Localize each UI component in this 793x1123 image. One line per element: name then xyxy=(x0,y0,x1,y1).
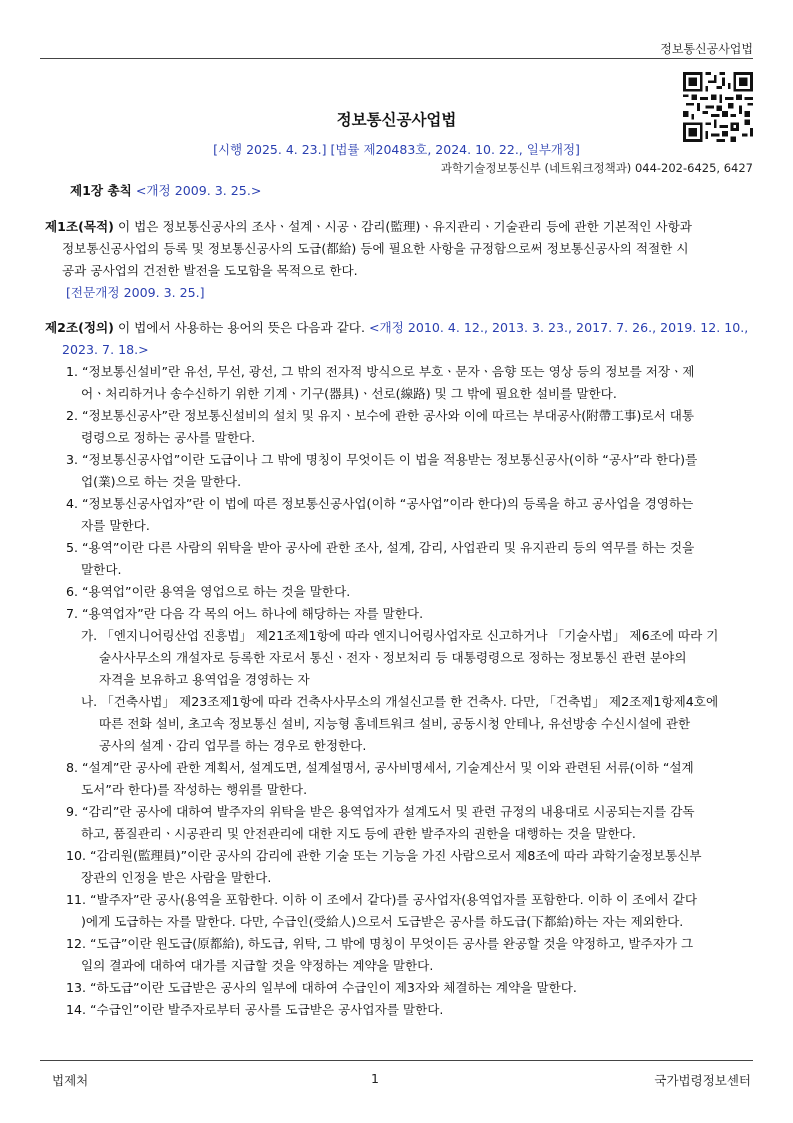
footer-rule xyxy=(40,1060,753,1061)
definition-item-cont: 말한다. xyxy=(81,562,122,577)
definition-item: 9. “감리”란 공사에 대하여 발주자의 위탁을 받은 용역업자가 설계도서 및 관련 규정의 내용대로 시공되는지를 감독 xyxy=(66,804,695,819)
sub-item: 나. 「건축사법」 제23조제1항에 따라 건축사사무소의 개설신고를 한 건축사. 다만, 「건축법」 제2조제1항제4호에 xyxy=(81,694,719,709)
article-1-line1 xyxy=(45,219,692,235)
chapter-heading xyxy=(70,183,261,199)
article-1-line2: 정보통신공사업의 등록 및 정보통신공사의 도급(都給) 등에 필요한 사항을 규정함으로써 정보통신공사의 적절한 시 xyxy=(62,241,689,256)
article-2-line1 xyxy=(45,320,748,336)
definition-item: 3. “정보통신공사업”이란 도급이나 그 밖에 명칭이 무엇이든 이 법을 적용받는 정보통신공사(이하 “공사”라 한다)를 xyxy=(66,452,698,467)
definition-item-cont: 도서”라 한다)를 작성하는 행위를 말한다. xyxy=(81,782,308,797)
definition-item: 10. “감리원(監理員)”이란 공사의 감리에 관한 기술 또는 기능을 가진 사람으로서 제8조에 따라 과학기술정보통신부 xyxy=(66,848,702,863)
article-1-amend-link[interactable]: [전문개정 2009. 3. 25.] xyxy=(66,285,205,300)
article-1-text: 이 법은 정보통신공사의 조사ㆍ설계ㆍ시공ㆍ감리(監理)ㆍ유지관리ㆍ기술관리 등에 관한 기본적인 사항과 xyxy=(113,219,692,234)
footer-right: 국가법령정보센터 xyxy=(654,1073,751,1088)
definition-item: 13. “하도급”이란 도급받은 공사의 일부에 대하여 수급인이 제3자와 체결하는 계약을 말한다. xyxy=(66,980,577,995)
page-number: 1 xyxy=(371,1071,379,1086)
definition-item-cont: 하고, 품질관리ㆍ시공관리 및 안전관리에 대한 지도 등에 관한 발주자의 권한을 대행하는 것을 말한다. xyxy=(81,826,636,841)
definition-item: 7. “용역업자”란 다음 각 목의 어느 하나에 해당하는 자를 말한다. xyxy=(66,606,424,621)
article-2-heading: 제2조(정의) xyxy=(45,320,114,335)
definition-item-cont: 령령으로 정하는 공사를 말한다. xyxy=(81,430,256,445)
chapter-amend-link[interactable]: <개정 2009. 3. 25.> xyxy=(135,183,262,198)
sub-item-cont: 자격을 보유하고 용역업을 경영하는 자 xyxy=(99,672,310,687)
definition-item-cont: 업(業)으로 하는 것을 말한다. xyxy=(81,474,242,489)
footer-left: 법제처 xyxy=(52,1073,89,1088)
definition-item: 14. “수급인”이란 발주자로부터 공사를 도급받은 공사업자를 말한다. xyxy=(66,1002,444,1017)
qr-code xyxy=(683,72,753,142)
definition-item: 2. “정보통신공사”란 정보통신설비의 설치 및 유지ㆍ보수에 관한 공사와 이에 따르는 부대공사(附帶工事)로서 대통 xyxy=(66,408,695,423)
enforcement-info[interactable]: [시행 2025. 4. 23.] [법률 제20483호, 2024. 10. 22., 일부개정] xyxy=(213,142,580,157)
definition-item-cont: )에게 도급하는 자를 말한다. 다만, 수급인(受給人)으로서 도급받은 공사를 하도급(下都給)하는 자는 제외한다. xyxy=(81,914,684,929)
article-1-line3: 공과 공사업의 건전한 발전을 도모함을 목적으로 한다. xyxy=(62,263,358,278)
article-2-intro: 이 법에서 사용하는 용어의 뜻은 다음과 같다. xyxy=(113,320,369,335)
definition-item: 4. “정보통신공사업자”란 이 법에 따른 정보통신공사업(이하 “공사업”이라 한다)의 등록을 하고 공사업을 경영하는 xyxy=(66,496,694,511)
department-contact: 과학기술정보통신부 (네트워크정책과) 044-202-6425, 6427 xyxy=(440,161,753,175)
definition-item: 1. “정보통신설비”란 유선, 무선, 광선, 그 밖의 전자적 방식으로 부호ㆍ문자ㆍ음향 또는 영상 등의 정보를 저장ㆍ제 xyxy=(66,364,695,379)
article-2-amend-link-cont[interactable]: 2023. 7. 18.> xyxy=(62,342,149,357)
sub-item-cont: 술사사무소의 개설자로 등록한 자로서 통신ㆍ전자ㆍ정보처리 등 대통령령으로 정하는 정보통신 관련 분야의 xyxy=(99,650,687,665)
document-title: 정보통신공사업법 xyxy=(336,111,457,129)
definition-item: 6. “용역업”이란 용역을 영업으로 하는 것을 말한다. xyxy=(66,584,351,599)
definition-item: 5. “용역”이란 다른 사람의 위탁을 받아 공사에 관한 조사, 설계, 감리, 사업관리 및 유지관리 등의 역무를 하는 것을 xyxy=(66,540,695,555)
definition-item: 11. “발주자”란 공사(용역을 포함한다. 이하 이 조에서 같다)를 공사업자(용역업자를 포함한다. 이하 이 조에서 같다 xyxy=(66,892,697,907)
definition-item-cont: 장관의 인정을 받은 사람을 말한다. xyxy=(81,870,272,885)
header-title: 정보통신공사업법 xyxy=(660,42,753,56)
sub-item-cont: 따른 전화 설비, 초고속 정보통신 설비, 지능형 홈네트워크 설비, 공동시청 안테나, 유선방송 수신시설에 관한 xyxy=(99,716,691,731)
header-rule xyxy=(40,58,753,59)
sub-item: 가. 「엔지니어링산업 진흥법」 제21조제1항에 따라 엔지니어링사업자로 신고하거나 「기술사법」 제6조에 따라 기 xyxy=(81,628,719,643)
chapter-title: 제1장 총칙 xyxy=(70,183,132,198)
definition-item-cont: 일의 결과에 대하여 대가를 지급할 것을 약정하는 계약을 말한다. xyxy=(81,958,434,973)
article-1-heading: 제1조(목적) xyxy=(45,219,114,234)
definition-item-cont: 자를 말한다. xyxy=(81,518,150,533)
definition-item: 8. “설계”란 공사에 관한 계획서, 설계도면, 설계설명서, 공사비명세서, 기술계산서 및 이와 관련된 서류(이하 “설계 xyxy=(66,760,694,775)
article-2-amend-link[interactable]: <개정 2010. 4. 12., 2013. 3. 23., 2017. 7. 26., 2019. 12. 10., xyxy=(368,320,749,335)
definition-item-cont: 어ㆍ처리하거나 송수신하기 위한 기계ㆍ기구(器具)ㆍ선로(線路) 및 그 밖에 필요한 설비를 말한다. xyxy=(81,386,617,401)
sub-item-cont: 공사의 설계ㆍ감리 업무를 하는 경우로 한정한다. xyxy=(99,738,367,753)
definition-item: 12. “도급”이란 원도급(原都給), 하도급, 위탁, 그 밖에 명칭이 무엇이든 공사를 완공할 것을 약정하고, 발주자가 그 xyxy=(66,936,694,951)
